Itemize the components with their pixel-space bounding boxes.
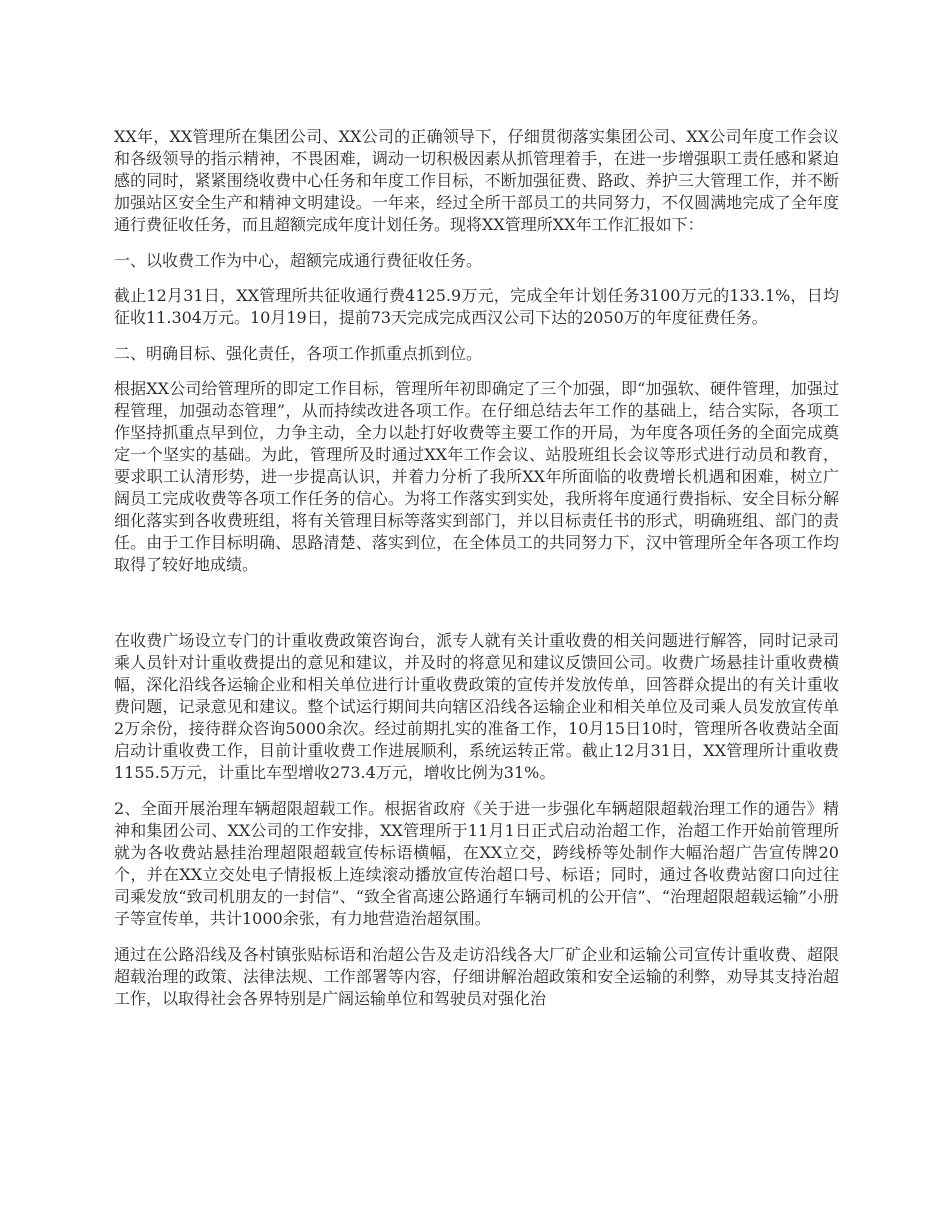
section-heading-1: 一、以收费工作为中心，超额完成通行费征收任务。 [114, 251, 483, 270]
overload-control-paragraph: 2、全面开展治理车辆超限超载工作。根据省政府《关于进一步强化车辆超限超载治理工作的通告》精神和集团公司、XX公司的工作安排，XX管理所于11月1日正式启动治超工作，治超工作开始前管理所就为各收费站悬挂治理超限超载宣传标语横幅，在XX立交，跨线桥等处制作大幅治超广告宣传牌20个，并在XX立交处电子情报板上连续滚动播放宣传治超口号、标语；同时，通过各收费站窗口向过往司乘发放“致司机朋友的一封信”、“致全省高速公路通行车辆司机的公开信”、“治理超限超载运输”小册子等宣传单，共计1000余张，有力地营造治超氛围。 [114, 799, 839, 928]
weighing-fee-paragraph: 在收费广场设立专门的计重收费政策咨询台，派专人就有关计重收费的相关问题进行解答，同时记录司乘人员针对计重收费提出的意见和建议，并及时的将意见和建议反馈回公司。收费广场悬挂计重收费横幅，深化沿线各运输企业和相关单位进行计重收费政策的宣传并发放传单，回答群众提出的有关计重收费问题，记录意见和建议。整个试运行期间共向辖区沿线各运输企业和相关单位及司乘人员发放宣传单2万余份，接待群众咨询5000余次。经过前期扎实的准备工作，10月15日10时，管理所各收费站全面启动计重收费工作，目前计重收费工作进展顺利，系统运转正常。截止12月31日，XX管理所计重收费1155.5万元，计重比车型增收273.4万元，增收比例为31%。 [114, 631, 839, 782]
revenue-paragraph: 截止12月31日，XX管理所共征收通行费4125.9万元，完成全年计划任务3100万元的133.1%，日均征收11.304万元。10月19日，提前73天完成完成西汉公司下达的2050万的年度征费任务。 [114, 286, 839, 327]
intro-paragraph: XX年，XX管理所在集团公司、XX公司的正确领导下，仔细贯彻落实集团公司、XX公司年度工作会议和各级领导的指示精神，不畏困难，调动一切积极因素从抓管理着手，在进一步增强职工责任感和紧迫感的同时，紧紧围绕收费中心任务和年度工作目标，不断加强征费、路政、养护三大管理工作，并不断加强站区安全生产和精神文明建设。一年来，经过全所干部员工的共同努力，不仅圆满地完成了全年度通行费征收任务，而且超额完成年度计划任务。现将XX管理所XX年工作汇报如下： [114, 127, 839, 234]
document-page [114, 126, 839, 1024]
section-gap [114, 590, 839, 630]
section-heading-2: 二、明确目标、强化责任，各项工作抓重点抓到位。 [114, 344, 483, 363]
goals-paragraph: 根据XX公司给管理所的即定工作目标，管理所年初即确定了三个加强，即“加强软、硬件管理，加强过程管理，加强动态管理”，从而持续改进各项工作。在仔细总结去年工作的基础上，结合实际，各项工作坚持抓重点早到位，力争主动，全力以赴打好收费等主要工作的开局，为年度各项任务的全面完成奠定一个坚实的基础。为此，管理所及时通过XX年工作会议、站股班组长会议等形式进行动员和教育，要求职工认清形势，进一步提高认识，并着力分析了我所XX年所面临的收费增长机遇和困难，树立广阔员工完成收费等各项工作任务的信心。为将工作落实到实处，我所将年度通行费指标、安全目标分解细化落实到各收费班组，将有关管理目标等落实到部门，并以目标责任书的形式，明确班组、部门的责任。由于工作目标明确、思路清楚、落实到位，在全体员工的共同努力下，汉中管理所全年各项工作均取得了较好地成绩。 [114, 379, 839, 574]
publicity-paragraph: 通过在公路沿线及各村镇张贴标语和治超公告及走访沿线各大厂矿企业和运输公司宣传计重收费、超限超载治理的政策、法律法规、工作部署等内容，仔细讲解治超政策和安全运输的利弊，劝导其支持治超工作，以取得社会各界特别是广阔运输单位和驾驶员对强化治 [114, 945, 839, 1008]
